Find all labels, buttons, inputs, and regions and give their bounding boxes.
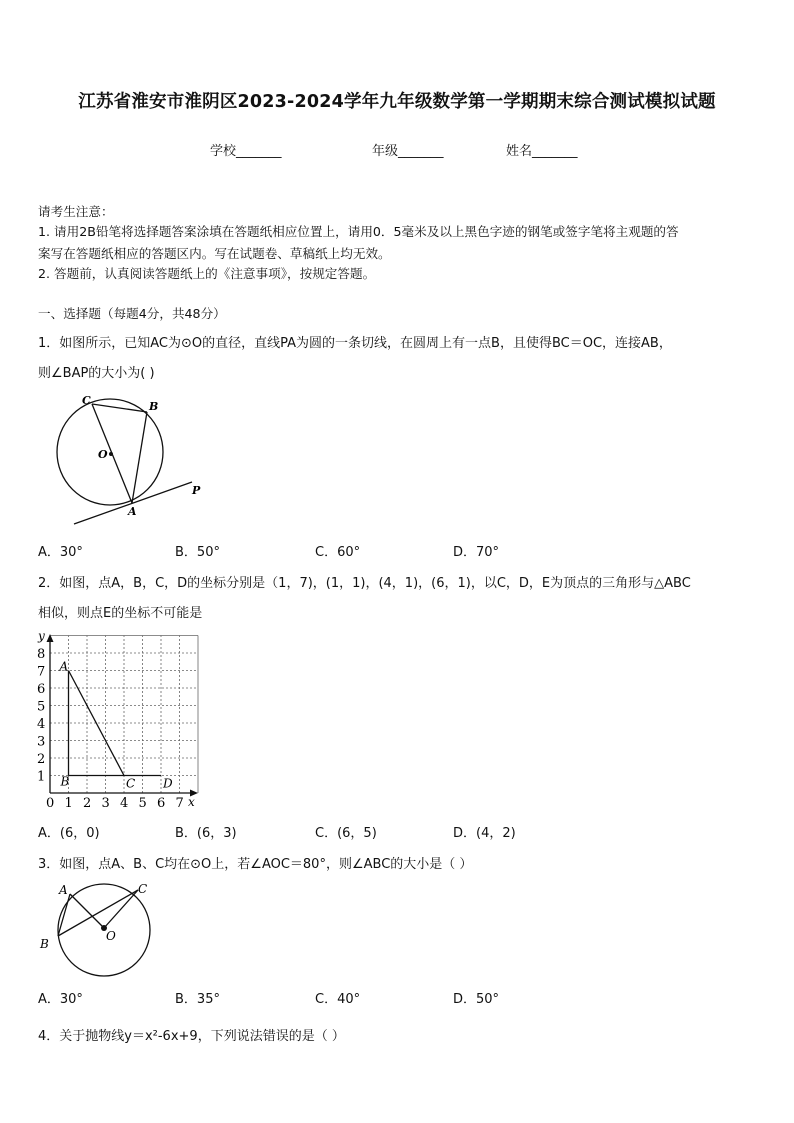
notice-item-2: 2. 答题前，认真阅读答题纸上的《注意事项》，按规定答题。 xyxy=(38,266,376,281)
question-1-option-c: C．60° xyxy=(315,545,361,560)
section-heading: 一、选择题（每题4分，共48分） xyxy=(38,306,226,321)
question-4-line: 4．关于抛物线y＝x²-6x+9，下列说法错误的是（ ） xyxy=(38,1029,345,1044)
q2-point-label-b: B xyxy=(60,774,70,789)
q2-x-tick-label: 1 xyxy=(64,796,73,811)
question-1-figure xyxy=(50,392,210,532)
notice-heading: 请考生注意： xyxy=(38,204,114,219)
question-1-line-2: 则∠BAP的大小为( ) xyxy=(38,366,155,381)
question-3-option-b: B．35° xyxy=(175,992,220,1007)
school-field: 学校_______ xyxy=(210,144,282,159)
q3-label-o: O xyxy=(106,929,116,943)
question-1-option-d: D．70° xyxy=(453,545,500,560)
notice-item-1-line-1: 1. 请用2B铅笔将选择题答案涂填在答题纸相应位置上，请用0．5毫米及以上黑色字迹的钢笔或签字笔将主观题的答 xyxy=(38,224,679,239)
q3-chord-bc xyxy=(58,890,138,936)
question-3-option-d: D．50° xyxy=(453,992,500,1007)
q2-x-tick-label: 0 xyxy=(46,796,55,811)
q2-y-tick-label: 2 xyxy=(37,752,46,767)
q2-point-label-a: A xyxy=(59,659,69,674)
name-field: 姓名_______ xyxy=(506,144,578,159)
q1-center-dot xyxy=(109,452,113,456)
question-2-option-a: A．(6，0) xyxy=(38,826,100,841)
q2-y-tick-label: 6 xyxy=(37,682,46,697)
q1-label-o: O xyxy=(98,448,108,461)
q1-label-a: A xyxy=(128,505,137,518)
q2-x-tick-label: 3 xyxy=(101,796,110,811)
grade-field: 年级_______ xyxy=(372,144,444,159)
q3-label-a: A xyxy=(59,883,68,897)
question-3-option-a: A．30° xyxy=(38,992,83,1007)
q1-label-b: B xyxy=(149,400,159,413)
q2-axis-label-x: x xyxy=(188,795,195,809)
q3-radius-oc xyxy=(104,890,138,928)
q2-x-tick-label: 7 xyxy=(175,796,184,811)
q2-y-tick-label: 8 xyxy=(37,647,46,662)
question-3-figure xyxy=(36,878,166,982)
question-2-option-c: C．(6，5) xyxy=(315,826,377,841)
q1-label-p: P xyxy=(192,484,201,497)
q2-y-tick-label: 1 xyxy=(37,769,46,785)
q2-x-tick-label: 2 xyxy=(83,796,92,811)
question-1-option-b: B．50° xyxy=(175,545,220,560)
question-2-option-d: D．(4，2) xyxy=(453,826,516,841)
question-2-figure xyxy=(30,628,210,812)
notice-item-1-line-2: 案写在答题纸相应的答题区内。写在试题卷、草稿纸上均无效。 xyxy=(38,246,391,261)
q2-point-label-c: C xyxy=(126,776,136,791)
q1-chord-ab xyxy=(132,412,147,503)
q3-radius-oa xyxy=(70,894,104,928)
question-1-line-1: 1．如图所示，已知AC为⊙O的直径，直线PA为圆的一条切线，在圆周上有一点B，且使得BC＝OC，连接AB， xyxy=(38,336,672,351)
q2-y-tick-label: 7 xyxy=(37,664,46,680)
question-2-option-b: B．(6，3) xyxy=(175,826,237,841)
q2-x-tick-label: 4 xyxy=(120,796,129,811)
q2-y-tick-label: 5 xyxy=(37,699,46,715)
question-1-option-a: A．30° xyxy=(38,545,83,560)
q3-label-c: C xyxy=(138,882,148,896)
q2-grid xyxy=(50,636,198,794)
q1-label-c: C xyxy=(82,394,91,407)
q2-y-tick-label: 3 xyxy=(37,734,46,750)
q2-y-tick-label: 4 xyxy=(37,717,46,732)
question-3-option-c: C．40° xyxy=(315,992,361,1007)
q2-axis-label-y: y xyxy=(38,629,45,643)
q2-x-tick-label: 6 xyxy=(157,796,166,811)
question-2-line-1: 2．如图，点A，B，C，D的坐标分别是（1，7)，(1，1)，(4，1)，(6，1)，以C，D，E为顶点的三角形与△ABC xyxy=(38,576,691,591)
page-title: 江苏省淮安市淮阴区2023-2024学年九年级数学第一学期期末综合测试模拟试题 xyxy=(78,92,716,112)
q2-point-label-d: D xyxy=(163,776,173,791)
question-3-line: 3．如图，点A、B、C均在⊙O上，若∠AOC＝80°，则∠ABC的大小是（ ） xyxy=(38,857,473,872)
question-2-line-2: 相似，则点E的坐标不可能是 xyxy=(38,606,203,621)
q3-label-b: B xyxy=(40,937,49,951)
q2-x-tick-label: 5 xyxy=(138,796,147,811)
